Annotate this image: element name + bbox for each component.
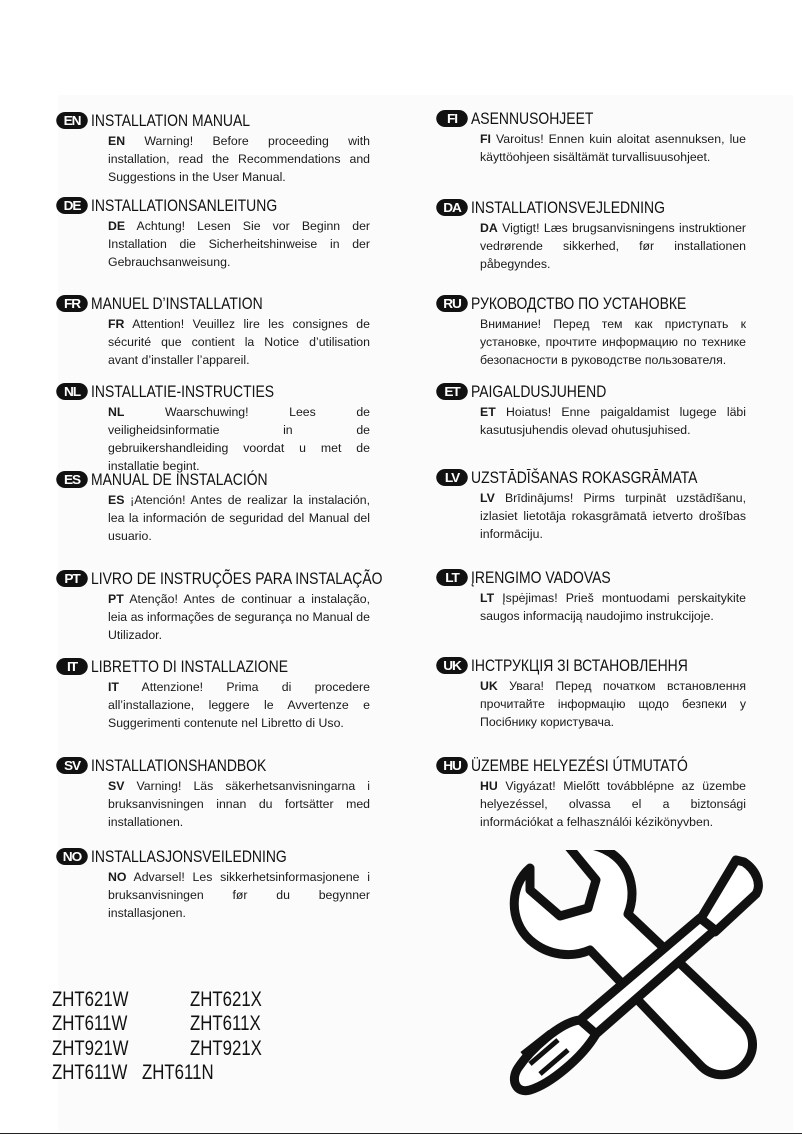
warning-body: Varning! Läs säkerhetsanvisningarna i bruksanvisningen innan du fortsätter med installationen.	[108, 779, 371, 829]
warning-body: ¡Atención! Antes de realizar la instalación, lea la información de seguridad del Manual del usuario.	[108, 493, 370, 543]
warning-text	[108, 491, 370, 545]
model-number: ZHT921W	[52, 1037, 129, 1060]
wrench-screwdriver-icon	[500, 850, 770, 1100]
warning-text	[108, 403, 370, 475]
warning-body: Vigtigt! Læs brugsanvisningens instruktioner vedrørende sikkerhed, før installationen påbegyndes.	[480, 221, 746, 271]
section-title: LIVRO DE INSTRUÇÕES PARA INSTALAÇÃO	[91, 569, 383, 588]
section-title: INSTALLATIONSANLEITUNG	[91, 196, 278, 215]
language-badge-icon: NL	[56, 383, 88, 400]
language-badge-icon: LT	[436, 569, 468, 586]
language-code: HU	[480, 779, 498, 793]
warning-text	[108, 217, 370, 271]
language-code: NO	[108, 870, 127, 884]
warning-body: Vigyázat! Mielőtt továbblépne az üzembe helyezéssel, olvassa el a biztonsági információkat a felhasználói kézikönyvben.	[480, 779, 746, 829]
language-badge-icon: PT	[56, 570, 88, 587]
warning-body: Внимание! Перед тем как приступать к установке, прочтите информацию по технике безопасности в руководстве пользователя.	[480, 317, 746, 367]
section-title: LIBRETTO DI INSTALLAZIONE	[91, 657, 289, 676]
warning-body: Įspėjimas! Prieš montuodami perskaitykite saugos informaciją naudojimo instrukcijoje.	[480, 591, 746, 623]
warning-text	[108, 777, 370, 831]
language-badge-icon: DE	[56, 197, 88, 214]
warning-text	[108, 868, 370, 922]
section-title: ĮRENGIMO VADOVAS	[471, 568, 611, 587]
language-badge-icon: UK	[436, 657, 468, 674]
model-number: ZHT621W	[52, 988, 129, 1011]
language-code: ES	[108, 493, 125, 507]
warning-body: Atenção! Antes de continuar a instalação, leia as informações de segurança no Manual de Utilizador.	[108, 592, 370, 642]
bottom-rule	[0, 1133, 802, 1134]
language-code: FI	[480, 132, 491, 146]
warning-text	[480, 489, 746, 543]
warning-body: Advarsel! Les sikkerhetsinformasjonene i bruksanvisningen før du begynner installasjonen.	[108, 870, 370, 920]
model-number: ZHT611W	[52, 1061, 128, 1084]
language-badge-icon: EN	[56, 112, 88, 129]
warning-text	[480, 130, 746, 166]
language-badge-icon: FI	[436, 110, 468, 127]
language-badge-icon: ES	[56, 471, 88, 488]
section-title: MANUEL D’INSTALLATION	[91, 294, 263, 313]
language-badge-icon: NO	[56, 848, 88, 865]
language-code: ET	[480, 405, 496, 419]
model-number: ZHT611N	[142, 1061, 214, 1084]
section-title: INSTALLASJONSVEILEDNING	[91, 847, 287, 866]
language-code: DA	[480, 221, 498, 235]
language-badge-icon: ET	[436, 383, 468, 400]
language-code: SV	[108, 779, 125, 793]
model-number: ZHT921X	[190, 1037, 262, 1060]
language-badge-icon: FR	[56, 295, 88, 312]
warning-body: Waarschuwing! Lees de veiligheidsinformatie in de gebruikershandleiding voordat u met de installatie begint.	[108, 405, 370, 473]
language-code: LT	[480, 591, 495, 605]
warning-body: Brīdinājums! Pirms turpināt uzstādīšanu, izlasiet lietotāja rokasgrāmatā ietverto drošības informāciju.	[480, 491, 746, 541]
warning-body: Attenzione! Prima di procedere all’installazione, leggere le Avvertenze e Suggerimenti contenute nel Libretto di Uso.	[108, 680, 370, 730]
language-code: EN	[108, 134, 126, 148]
section-title: ІНСТРУКЦІЯ ЗІ ВСТАНОВЛЕННЯ	[471, 656, 688, 675]
language-code: NL	[108, 405, 125, 419]
language-badge-icon: HU	[436, 757, 468, 774]
section-title: INSTALLATIONSVEJLEDNING	[471, 198, 665, 217]
warning-body: Увага! Перед початком встановлення прочитайте інформацію щодо безпеки у Посібнику користувача.	[480, 679, 746, 729]
language-code: PT	[108, 592, 124, 606]
language-badge-icon: SV	[56, 757, 88, 774]
language-badge-icon: DA	[436, 199, 468, 216]
language-code: DE	[108, 219, 126, 233]
warning-text	[108, 315, 370, 369]
section-title: INSTALLATIE-INSTRUCTIES	[91, 382, 275, 401]
warning-body: Achtung! Lesen Sie vor Beginn der Installation die Sicherheitshinweise in der Gebrauchsanweisung.	[108, 219, 370, 269]
language-badge-icon: IT	[56, 658, 88, 675]
language-code: IT	[108, 680, 119, 694]
warning-text	[480, 589, 746, 625]
section-title: UZSTĀDĪŠANAS ROKASGRĀMATA	[471, 468, 698, 487]
warning-body: Varoitus! Ennen kuin aloitat asennuksen, lue käyttöohjeen sisältämät turvallisuusohjeet.	[480, 132, 746, 164]
language-code: UK	[480, 679, 498, 693]
language-code: FR	[108, 317, 125, 331]
warning-text	[480, 777, 746, 831]
section-title: РУКОВОДСТВО ПО УСТАНОВКЕ	[471, 294, 687, 313]
model-number: ZHT611W	[52, 1012, 128, 1035]
warning-text	[480, 677, 746, 731]
warning-body: Hoiatus! Enne paigaldamist lugege läbi kasutusjuhendis olevad ohutusjuhised.	[480, 405, 747, 437]
model-number: ZHT611X	[190, 1012, 261, 1035]
section-title: INSTALLATIONSHANDBOK	[91, 756, 267, 775]
warning-text	[480, 219, 746, 273]
section-title: ASENNUSOHJEET	[471, 109, 594, 128]
warning-text	[480, 403, 746, 439]
warning-text	[108, 590, 370, 644]
warning-text	[480, 315, 746, 369]
section-title: ÜZEMBE HELYEZÉSI ÚTMUTATÓ	[471, 756, 688, 775]
warning-body: Attention! Veuillez lire les consignes de sécurité que contient la Notice d’utilisation avant d’installer l’appareil.	[108, 317, 370, 367]
warning-body: Warning! Before proceeding with installation, read the Recommendations and Suggestions in the User Manual.	[108, 134, 370, 184]
language-code: LV	[480, 491, 495, 505]
section-title: PAIGALDUSJUHEND	[471, 382, 607, 401]
language-badge-icon: LV	[436, 469, 468, 486]
language-badge-icon: RU	[436, 295, 468, 312]
section-title: INSTALLATION MANUAL	[91, 111, 251, 130]
warning-text	[108, 132, 370, 186]
section-title: MANUAL DE INSTALACIÓN	[91, 470, 268, 489]
warning-text	[108, 678, 370, 732]
model-number: ZHT621X	[190, 988, 262, 1011]
